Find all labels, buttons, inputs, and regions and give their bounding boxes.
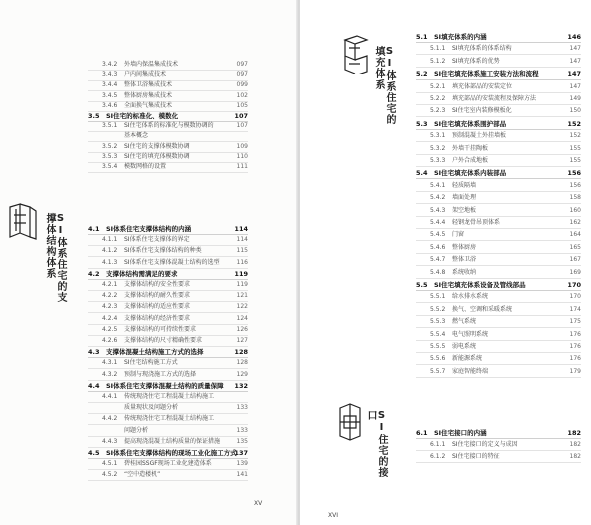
toc-text: SI住宅的支撑体模数协调: [124, 142, 190, 150]
toc-page-number: 126: [236, 325, 248, 333]
toc-text: 支撑体混凝土结构施工方式的选择: [106, 348, 204, 357]
toc-number: 4.3: [88, 348, 100, 357]
toc-text: SI住宅接口的定义与成因: [452, 441, 518, 448]
toc-page-number: 107: [236, 122, 248, 130]
toc-number: 4.2.5: [102, 325, 118, 333]
toc-page-number: 105: [236, 101, 248, 109]
toc-text: 提高现浇混凝土结构质量的保证措施: [124, 437, 221, 445]
toc-text: 轻钢龙骨吊顶体系: [452, 219, 501, 226]
toc-text: SI住宅的标准化、模数化: [106, 112, 179, 120]
toc-text: 轻质隔墙: [452, 181, 477, 189]
toc-text: 整体卫浴: [452, 256, 477, 264]
toc-text: 系统收纳: [452, 268, 477, 276]
toc-section: [88, 269, 248, 280]
toc-section: [416, 428, 581, 439]
toc-text: 填充体部品的安装定位: [452, 82, 513, 90]
toc-text: SI住宅填充体系围护部品: [434, 119, 507, 128]
toc-number: 4.1.3: [102, 258, 118, 266]
toc-page-number: 150: [569, 107, 581, 115]
toc-text: 新能源系统: [452, 355, 483, 363]
toc-page-number: 182: [569, 453, 581, 460]
toc-page-number: 147: [567, 70, 581, 79]
toc-page-number: 179: [569, 367, 581, 375]
toc-page-number: 156: [569, 181, 581, 189]
toc-page-number: 107: [234, 112, 248, 120]
toc-number: 3.4.5: [102, 91, 118, 99]
toc-number: 5.5: [416, 281, 428, 289]
toc-number: 5.4.7: [430, 256, 446, 264]
toc-page-number: 170: [569, 293, 581, 301]
toc-text: 预制混凝土外挂墙板: [452, 132, 507, 140]
toc-number: 5.1.2: [430, 57, 446, 65]
toc-page-number: 147: [569, 45, 581, 53]
toc-page-number: 115: [236, 247, 248, 255]
toc-page-number: 182: [569, 441, 581, 448]
toc-entry: [88, 470, 248, 481]
toc-number: 4.4.3: [102, 437, 118, 445]
toc-entry: [88, 258, 248, 269]
toc-text: SI住宅室内装修模板化: [452, 107, 512, 115]
toc-number: 5.2: [416, 70, 428, 79]
toc-entry: [88, 392, 248, 403]
toc-text: SI体系住宅支撑体结构的现场工业化施工方式: [106, 449, 237, 457]
toc-text: 外墙内保温集成技术: [124, 61, 179, 68]
toc-section: [88, 224, 248, 235]
toc-entry: [416, 94, 581, 105]
toc-page-number: 114: [236, 236, 248, 244]
toc-number: 6.1.2: [430, 453, 446, 460]
toc-page-number: 111: [236, 163, 248, 170]
toc-text: 支撑体结构的尺寸精确性要求: [124, 337, 203, 344]
toc-number: 5.2.1: [430, 82, 446, 90]
toc-number: 5.4.6: [430, 243, 446, 251]
toc-entry: [416, 243, 581, 254]
toc-page-number: 114: [234, 225, 248, 233]
toc-number: 5.5.3: [430, 318, 446, 326]
toc-page-number: 176: [569, 330, 581, 338]
toc-section: [416, 69, 581, 80]
toc-entry: [88, 459, 248, 470]
toc-number: 5.4.8: [430, 268, 446, 276]
toc-text: 填充部品的安装流程及保障方法: [452, 95, 537, 102]
toc-page-number: 133: [236, 426, 248, 434]
toc-text: SI填充体系的体系结构: [452, 45, 512, 53]
toc-entry: [416, 206, 581, 217]
toc-entry: [88, 403, 248, 414]
toc-entry: [88, 414, 248, 425]
toc-text: 换气、空调和采暖系统: [452, 305, 513, 313]
toc-entry: [416, 354, 581, 365]
toc-text: 弱电系统: [452, 343, 477, 350]
toc-page-number: 147: [569, 82, 581, 90]
toc-page-number: 129: [236, 370, 248, 378]
toc-page-number: 160: [569, 206, 581, 214]
toc-entry: [416, 342, 581, 353]
toc-text: 支撑体结构的安全性要求: [124, 281, 191, 288]
toc-text: 给水排水系统: [452, 293, 489, 301]
toc-entry: [88, 246, 248, 257]
toc-page-number: 147: [569, 57, 581, 65]
toc-page-number: 175: [569, 318, 581, 326]
toc-page-number: 097: [236, 71, 248, 79]
chapter5-title: SI体系住宅的填充体系: [373, 46, 395, 125]
toc-text: 支撑体结构的耐久性要求: [124, 292, 191, 300]
toc-section: [416, 119, 581, 130]
toc-entry: [416, 181, 581, 192]
toc-number: 6.1: [416, 429, 428, 437]
toc-section: [88, 448, 248, 459]
page-number-right: XVI: [328, 512, 338, 519]
toc-page-number: 146: [567, 33, 581, 41]
toc-text: 外墙干挂陶板: [452, 144, 489, 152]
toc-number: 4.2.2: [102, 292, 118, 300]
toc-page-number: 102: [236, 91, 248, 99]
toc-page-number: 155: [569, 144, 581, 152]
toc-page-number: 162: [569, 219, 581, 226]
toc-page-number: 121: [236, 292, 248, 300]
toc-entry: [88, 370, 248, 381]
toc-text: SI住宅接口的内涵: [434, 429, 487, 437]
toc-number: 5.5.1: [430, 293, 446, 301]
toc-text: SI体系住宅支撑体混凝土结构的质量保障: [106, 381, 224, 390]
toc-number: 3.5: [88, 112, 100, 120]
toc-text: 整体厨房集成技术: [124, 91, 173, 99]
toc-text: SI住宅接口的特征: [452, 453, 500, 460]
toc-entry: [416, 452, 581, 463]
toc-entry: [416, 305, 581, 316]
toc-entry: [416, 131, 581, 142]
toc-text: SI填充体系的内涵: [434, 33, 487, 41]
toc-text: SI住宅填充体系内装部品: [434, 169, 507, 178]
toc-page-number: 174: [569, 305, 581, 313]
toc-number: 4.2.6: [102, 337, 118, 344]
toc-number: 3.4.3: [102, 71, 118, 79]
toc-page-number: 132: [234, 381, 248, 390]
toc-text: 传统现浇住宅工程混凝土结构施工: [124, 415, 215, 423]
toc-text: SI体系住宅支撑体结构的内涵: [106, 225, 192, 233]
toc-entry: [88, 162, 248, 173]
toc-text: 架空地板: [452, 206, 477, 214]
toc-entry: [88, 426, 248, 437]
toc-text: SI住宅体系的标准化与模数协调的: [124, 122, 214, 130]
toc-page-number: 156: [567, 169, 581, 178]
toc-entry: [416, 230, 581, 241]
toc-page-number: 164: [569, 231, 581, 239]
toc-text: SI体系住宅支撑体结构的种类: [124, 247, 202, 255]
toc-text: 支撑体结构的可持续性要求: [124, 325, 197, 333]
toc-text: SI住宅的填充体模数协调: [124, 152, 190, 160]
toc-entry: [416, 317, 581, 328]
toc-text: 支撑体结构需满足的要求: [106, 269, 178, 278]
toc-text: 支撑体结构的适应性要求: [124, 303, 191, 311]
toc-text: “空中造楼机”: [124, 471, 161, 479]
toc-number: 5.4.5: [430, 231, 446, 239]
toc-number: 6.1.1: [430, 441, 446, 448]
toc-section: [416, 168, 581, 179]
toc-text: 传统现浇住宅工程混凝土结构施工: [124, 393, 215, 400]
toc-text: 预制与现浇施工方式的选择: [124, 370, 197, 378]
toc-text: 墙面处理: [452, 194, 477, 202]
toc-entry: [416, 82, 581, 93]
toc-entry: [416, 193, 581, 204]
toc-text: 整体厨房: [452, 243, 477, 251]
toc-number: 4.2.3: [102, 303, 118, 311]
chapter5-icon: [340, 34, 370, 74]
toc-entry: [88, 437, 248, 448]
toc-number: 5.3.3: [430, 157, 446, 164]
toc-page-number: 109: [236, 142, 248, 150]
toc-page-number: 141: [236, 471, 248, 479]
toc-entry: [88, 235, 248, 246]
toc-number: 5.4.4: [430, 219, 446, 226]
toc-number: 5.3.2: [430, 144, 446, 152]
toc-page-number: 167: [569, 256, 581, 264]
toc-number: 5.4.1: [430, 181, 446, 189]
toc-number: 5.5.2: [430, 305, 446, 313]
chapter4-title: SI体系住宅的支撑体结构体系: [44, 213, 66, 303]
right-page: [300, 0, 591, 525]
toc-text: SI住宅填充体系施工安装方法和流程: [434, 70, 539, 79]
toc-page-number: 139: [236, 460, 248, 468]
toc-number: 3.4.4: [102, 81, 118, 89]
toc-page-number: 137: [234, 449, 248, 457]
toc-entry: [88, 291, 248, 302]
toc-page-number: 149: [569, 95, 581, 102]
toc-text: 户外合成地板: [452, 157, 489, 164]
page-number-left: XV: [254, 500, 263, 507]
toc-page-number: 170: [567, 281, 581, 289]
toc-text: 家庭智能终端: [452, 367, 489, 375]
toc-entry: [416, 330, 581, 341]
toc-page-number: 155: [569, 157, 581, 164]
toc-entry: [416, 57, 581, 68]
toc-page-number: 122: [236, 303, 248, 311]
toc-number: 5.3.1: [430, 132, 446, 140]
toc-text: 模数网格的设置: [124, 163, 167, 170]
toc-section: [416, 32, 581, 43]
toc-text: SI住宅填充体系设备及管线部品: [434, 281, 526, 289]
toc-page-number: 127: [236, 337, 248, 344]
toc-entry: [416, 292, 581, 303]
toc-number: 5.3: [416, 119, 428, 128]
toc-number: 4.5: [88, 449, 100, 457]
toc-page-number: 124: [236, 314, 248, 322]
toc-number: 4.3.1: [102, 359, 118, 367]
toc-text: 燃气系统: [452, 318, 477, 326]
toc-page-number: 152: [567, 119, 581, 128]
toc-entry: [416, 367, 581, 378]
toc-number: 5.4: [416, 169, 428, 178]
toc-text: SI体系住宅支撑体的界定: [124, 236, 190, 244]
toc-number: 5.5.5: [430, 343, 446, 350]
toc-entry: [416, 255, 581, 266]
toc-page-number: 152: [569, 132, 581, 140]
toc-page-number: 169: [569, 268, 581, 276]
toc-page-number: 128: [234, 348, 248, 357]
toc-text: SI体系住宅支撑体混凝土结构的选型: [124, 258, 220, 266]
toc-number: 4.5.1: [102, 460, 118, 468]
toc-number: 5.2.2: [430, 95, 446, 102]
toc-entry: [88, 358, 248, 369]
toc-text: 门窗: [452, 231, 465, 239]
toc-number: 3.5.3: [102, 152, 118, 160]
toc-section: [88, 347, 248, 358]
toc-entry: [416, 144, 581, 155]
toc-number: 4.1: [88, 225, 100, 233]
toc-page-number: 165: [569, 243, 581, 251]
toc-entry: [88, 325, 248, 336]
toc-page-number: 176: [569, 355, 581, 363]
toc-text: 问题分析: [124, 426, 149, 434]
toc-page-number: 133: [236, 404, 248, 412]
toc-entry: [416, 156, 581, 167]
toc-page-number: 097: [236, 61, 248, 68]
toc-entry: [88, 314, 248, 325]
toc-entry: [416, 268, 581, 279]
toc-page-number: 128: [236, 359, 248, 367]
toc-page-number: 119: [234, 269, 248, 278]
toc-number: 5.4.3: [430, 206, 446, 214]
toc-entry: [88, 302, 248, 313]
toc-entry: [416, 44, 581, 55]
toc-number: 5.4.2: [430, 194, 446, 202]
toc-page-number: 158: [569, 194, 581, 202]
toc-text: 电气照明系统: [452, 330, 489, 338]
toc-number: 3.5.1: [102, 122, 118, 130]
toc-number: 5.1.1: [430, 45, 446, 53]
toc-text: 质量现状及问题分析: [124, 404, 179, 412]
toc-page-number: 116: [236, 258, 248, 266]
toc-entry: [88, 280, 248, 291]
toc-number: 4.3.2: [102, 370, 118, 378]
toc-number: 4.2.1: [102, 281, 118, 288]
toc-number: 4.1.1: [102, 236, 118, 244]
chapter6-icon: [334, 402, 364, 442]
toc-page-number: 176: [569, 343, 581, 350]
toc-entry: [88, 336, 248, 347]
toc-page-number: 182: [567, 429, 581, 437]
toc-page-number: 119: [236, 281, 248, 288]
toc-page-number: 099: [236, 81, 248, 89]
toc-text: SI填充体系的优势: [452, 57, 500, 65]
toc-number: 3.4.2: [102, 61, 118, 68]
toc-text: 支撑体结构的经济性要求: [124, 314, 191, 322]
toc-number: 4.5.2: [102, 471, 118, 479]
toc-number: 4.2.4: [102, 314, 118, 322]
toc-number: 4.1.2: [102, 247, 118, 255]
toc-number: 4.4.1: [102, 393, 118, 400]
toc-section: [416, 280, 581, 291]
toc-entry: [416, 218, 581, 229]
toc-text: 户内间集成技术: [124, 71, 167, 79]
toc-page-number: 110: [236, 152, 248, 160]
toc-number: 4.2: [88, 269, 100, 278]
toc-section: [88, 381, 248, 392]
toc-page-number: 135: [236, 437, 248, 445]
toc-number: 5.5.7: [430, 367, 446, 375]
toc-number: 3.5.2: [102, 142, 118, 150]
toc-number: 3.4.6: [102, 101, 118, 109]
toc-entry: [416, 440, 581, 451]
toc-number: 5.5.4: [430, 330, 446, 338]
toc-number: 5.5.6: [430, 355, 446, 363]
chapter6-title: SI住宅的接口: [365, 410, 387, 478]
toc-number: 5.1: [416, 33, 428, 41]
toc-text: 基本概念: [124, 132, 149, 140]
toc-number: 4.4.2: [102, 415, 118, 423]
toc-text: 整体卫浴集成技术: [124, 81, 173, 89]
toc-entry: [416, 106, 581, 117]
chapter4-icon: [6, 203, 40, 241]
toc-text: 碧桂园SSGF现场工业化建造体系: [124, 460, 212, 468]
toc-number: 4.4: [88, 381, 100, 390]
toc-text: SI住宅结构施工方式: [124, 359, 178, 367]
toc-number: 5.2.3: [430, 107, 446, 115]
toc-number: 3.5.4: [102, 163, 118, 170]
toc-text: 全面换气集成技术: [124, 101, 173, 109]
